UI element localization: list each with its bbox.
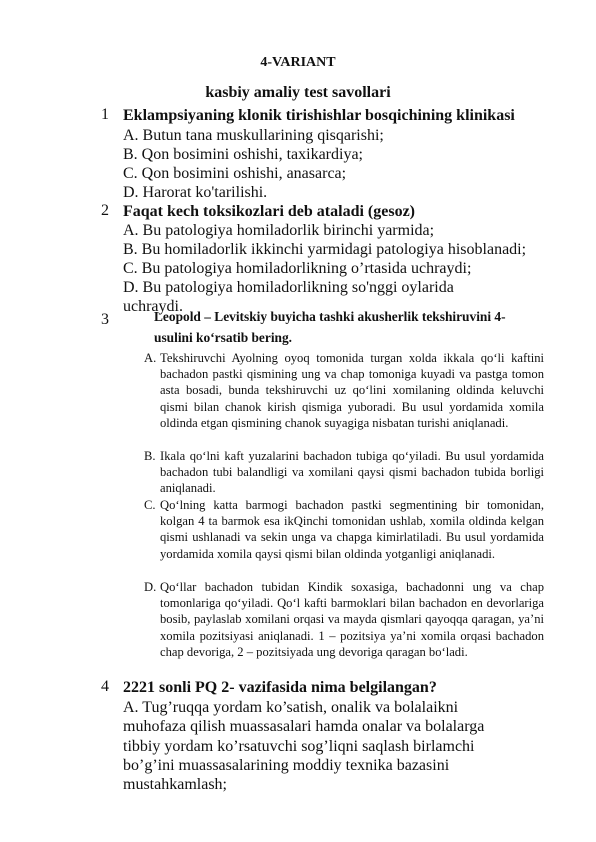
option-text: Tekshiruvchi Ayolning oyoq tomonida turgan xolda ikkala qoʻli kaftini bachadon pastki qismining ung va chap tomoniga kuyadi va pastga tomon asta bosadi, bunda tekshiruvchi uz qoʻlini xomilaning oldinda keluvchi qismi bilan chanok kirish qismiga yuboradi. Bu usul yordamida xomila oldinda etgan qismining chanok suyagiga nisbatan turishi aniqlanadi.	[160, 351, 544, 430]
option-text: Qoʻlning katta barmogi bachadon pastki segmentining bir tomonidan, kolgan 4 ta barmok esa ikQinchi tomonidan ushlab, xomila oldinda kelgan qismi ushlanadi va sekin unga va chapga kimirlatiladi. Bu usul yordamida yordamida xomila qaysi qismi bilan oldinda yotganligi aniqlanadi.	[160, 498, 544, 561]
question-2-option-d: D. Bu patologiya homiladorlikning so'nggi oylarida	[123, 278, 454, 296]
question-1-option-a: A. Butun tana muskullarining qisqarishi;	[123, 126, 384, 144]
question-1-option-b: B. Qon bosimini oshishi, taxikardiya;	[123, 145, 363, 163]
option-text: Ikala qoʻlni kaft yuzalarini bachadon tubiga qoʻyiladi. Bu usul yordamida bachadon tubi balandligi va xomilani qaysi qismi bachadon tubida borligi aniqlanadi.	[160, 449, 544, 496]
question-3-text: Leopold – Levitskiy buyicha tashki akusherlik tekshiruvini 4-usulini koʻrsatib bering.	[154, 309, 506, 345]
question-3-number: 3	[101, 311, 109, 328]
question-2-text: Faqat kech toksikozlari deb ataladi (gesoz)	[123, 202, 415, 220]
question-4-answer: A. Tug’ruqqa yordam ko’satish, onalik va bolalaikni muhofaza qilish muassasalari hamda onalar va bolalarga tibbiy yordam ko’rsatuvchi sog’liqni saqlash birlamchi bo’g’ini muassasalarining moddiy texnika bazasini mustahkamlash;	[123, 699, 485, 794]
question-1-option-d: D. Harorat ko'tarilishi.	[123, 183, 268, 201]
question-3-option-b	[144, 448, 544, 497]
question-1-option-c: C. Qon bosimini oshishi, anasarca;	[123, 164, 347, 182]
option-letter: C.	[144, 498, 156, 512]
question-4-text: 2221 sonli PQ 2- vazifasida nima belgilangan?	[123, 679, 437, 696]
option-letter: D.	[144, 580, 157, 594]
question-3-option-a	[144, 350, 544, 431]
option-letter: B.	[144, 449, 156, 463]
question-1-number: 1	[101, 106, 109, 123]
question-2-number: 2	[101, 201, 109, 219]
option-letter: A.	[144, 351, 157, 365]
question-2-option-d-continued: uchraydi.	[123, 297, 183, 315]
question-2-option-b: B. Bu homiladorlik ikkinchi yarmidagi patologiya hisoblanadi;	[123, 240, 527, 258]
question-1-text: Eklampsiyaning klonik tirishishlar bosqichining klinikasi	[123, 107, 515, 124]
question-2-option-a: A. Bu patologiya homiladorlik birinchi yarmida;	[123, 221, 435, 239]
question-3-option-c	[144, 497, 544, 562]
page-subtitle: kasbiy amaliy test savollari	[205, 84, 391, 101]
option-text: Qoʻllar bachadon tubidan Kindik soxasiga, bachadonni ung va chap tomonlariga qoʻyiladi. Qoʻl kafti barmoklari bilan bachadon en devorlariga bosib, paylaslab xomilani orqasi va mayda qismlari qayoqqa qaragan, yaʼni xomila pozitsiyasi aniqlanadi. 1 – pozitsiya yaʼni xomila orqasi bachadon chap devoriga, 2 – pozitsiyada ung devoriga qaragan boʻladi.	[160, 580, 544, 659]
question-4-number: 4	[101, 678, 109, 695]
question-2-option-c: C. Bu patologiya homiladorlikning o’rtasida uchraydi;	[123, 259, 472, 277]
question-3-option-d	[144, 579, 544, 660]
variant-title: 4-VARIANT	[260, 55, 336, 70]
